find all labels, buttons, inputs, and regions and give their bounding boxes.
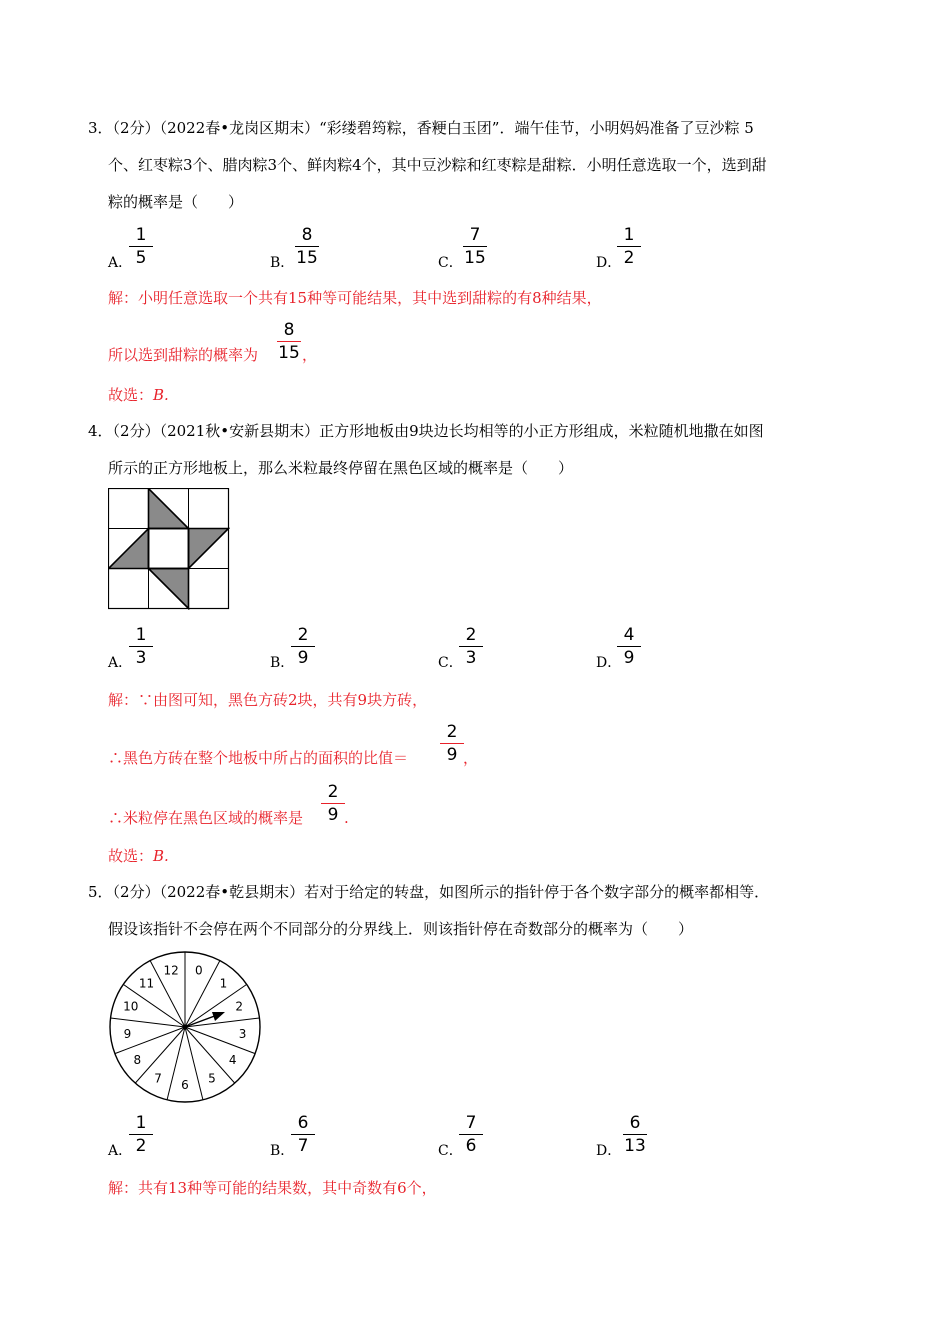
floor-tile-figure: [108, 488, 230, 610]
q5-solution-line1: 解：共有13种等可能的结果数，其中奇数有6个，: [108, 1179, 437, 1197]
denominator: 9: [446, 745, 458, 765]
answer-letter: B.: [153, 847, 169, 865]
denominator: 15: [464, 248, 486, 268]
numerator: 2: [297, 625, 309, 645]
fraction-bar: [129, 246, 153, 247]
fraction-bar: [623, 1134, 647, 1135]
q3-solution-line2-end: ，: [302, 346, 318, 364]
spinner-label-11: 11: [138, 976, 155, 991]
q3-solution-fraction: [274, 320, 304, 363]
q3-line3: 粽的概率是（ ）: [108, 193, 244, 211]
q4-solution-line2-end: ，: [463, 749, 479, 767]
q3-option-c-fraction[interactable]: [460, 225, 490, 268]
q3-option-a-fraction[interactable]: [126, 225, 156, 268]
fraction-bar: [617, 246, 641, 247]
spinner-label-2: 2: [235, 999, 244, 1014]
numerator: 1: [135, 625, 147, 645]
q4-option-d-label[interactable]: D．: [596, 655, 622, 671]
q5-line1: 5．（2分）（2022春•乾县期末）若对于给定的转盘，如图所示的指针停于各个数字部分的概率都相等．: [88, 883, 770, 901]
q4-option-b-label[interactable]: B．: [270, 655, 295, 671]
denominator: 5: [135, 248, 147, 268]
answer-letter: B.: [153, 386, 169, 404]
q3-line2: 个、红枣粽3个、腊肉粽3个、鲜肉粽4个，其中豆沙粽和红枣粽是甜粽．小明任意选取一个，选到甜: [108, 156, 767, 174]
answer-prefix: 故选：: [108, 386, 154, 404]
fraction-bar: [321, 803, 345, 804]
spinner-label-5: 5: [208, 1071, 216, 1086]
spinner-label-0: 0: [195, 963, 203, 978]
fraction-bar: [291, 646, 315, 647]
q3-option-a-label[interactable]: A．: [108, 255, 133, 271]
fraction-bar: [463, 246, 487, 247]
spinner-label-4: 4: [228, 1052, 237, 1067]
q4-option-b-fraction[interactable]: [288, 625, 318, 668]
q4-option-d-fraction[interactable]: [614, 625, 644, 668]
fraction-bar: [129, 646, 153, 647]
q3-option-c-label[interactable]: C．: [438, 255, 463, 271]
denominator: 7: [297, 1136, 309, 1156]
floor-border: [109, 489, 229, 609]
numerator: 4: [623, 625, 635, 645]
spinner-label-6: 6: [181, 1078, 189, 1092]
q5-option-c-fraction[interactable]: [456, 1113, 486, 1156]
q4-answer: [108, 846, 169, 866]
q3-option-d-label[interactable]: D．: [596, 255, 622, 271]
q5-option-b-label[interactable]: B．: [270, 1143, 295, 1159]
numerator: 8: [301, 225, 313, 245]
q5-line2: 假设该指针不会停在两个不同部分的分界线上．则该指针停在奇数部分的概率为（ ）: [108, 920, 694, 938]
numerator: 8: [283, 320, 295, 340]
q5-option-c-label[interactable]: C．: [438, 1143, 463, 1159]
numerator: 7: [469, 225, 481, 245]
q5-option-b-fraction[interactable]: [288, 1113, 318, 1156]
q5-option-d-label[interactable]: D．: [596, 1143, 622, 1159]
answer-prefix: 故选：: [108, 847, 154, 865]
numerator: 1: [135, 1113, 147, 1133]
spinner-label-3: 3: [238, 1026, 247, 1041]
numerator: 7: [465, 1113, 477, 1133]
denominator: 9: [327, 805, 339, 825]
q3-line1: 3．（2分）（2022春•龙岗区期末）“彩缕碧筠粽，香粳白玉团”．端午佳节，小明妈妈准备了豆沙粽 5: [88, 119, 754, 137]
denominator: 15: [278, 343, 300, 363]
fraction-bar: [459, 1134, 483, 1135]
q4-option-c-fraction[interactable]: [456, 625, 486, 668]
denominator: 9: [297, 648, 309, 668]
numerator: 1: [623, 225, 635, 245]
q4-line1: 4．（2分）（2021秋•安新县期末）正方形地板由9块边长均相等的小正方形组成，米粒随机地撒在如图: [88, 422, 764, 440]
spinner-label-1: 1: [219, 976, 228, 991]
denominator: 2: [135, 1136, 147, 1156]
spinner-label-12: 12: [163, 963, 179, 978]
numerator: 1: [135, 225, 147, 245]
q3-answer: [108, 385, 169, 405]
spinner-center: [182, 1024, 187, 1029]
numerator: 2: [465, 625, 477, 645]
q4-solution-line1: 解：∵由图可知，黑色方砖2块，共有9块方砖，: [108, 691, 428, 709]
denominator: 13: [624, 1136, 646, 1156]
q4-option-a-fraction[interactable]: [126, 625, 156, 668]
fraction-bar: [291, 1134, 315, 1135]
q4-solution-line3-end: .: [344, 809, 349, 827]
spinner-label-8: 8: [133, 1052, 142, 1067]
numerator: 2: [446, 722, 458, 742]
q3-option-b-label[interactable]: B．: [270, 255, 295, 271]
spinner-label-7: 7: [154, 1071, 162, 1086]
q5-option-a-fraction[interactable]: [126, 1113, 156, 1156]
q4-option-a-label[interactable]: A．: [108, 655, 133, 671]
denominator: 9: [623, 648, 635, 668]
fraction-bar: [295, 246, 319, 247]
q4-solution-line3-text: ∴米粒停在黑色区域的概率是: [108, 809, 304, 827]
denominator: 6: [465, 1136, 477, 1156]
fraction-bar: [277, 341, 301, 342]
q3-option-b-fraction[interactable]: [292, 225, 322, 268]
q4-solution-line2-text: ∴黑色方砖在整个地板中所占的面积的比值＝: [108, 749, 409, 767]
fraction-bar: [129, 1134, 153, 1135]
q3-solution-line2-text: 所以选到甜粽的概率为: [108, 346, 259, 364]
q4-option-c-label[interactable]: C．: [438, 655, 463, 671]
numerator: 2: [327, 782, 339, 802]
numerator: 6: [629, 1113, 641, 1133]
spinner-figure: [108, 950, 262, 1104]
fraction-bar: [617, 646, 641, 647]
denominator: 2: [623, 248, 635, 268]
denominator: 3: [465, 648, 477, 668]
fraction-bar: [440, 743, 464, 744]
spinner-label-9: 9: [123, 1026, 132, 1041]
q3-option-d-fraction[interactable]: [614, 225, 644, 268]
denominator: 3: [135, 648, 147, 668]
q5-option-d-fraction[interactable]: [620, 1113, 650, 1156]
denominator: 15: [296, 248, 318, 268]
numerator: 6: [297, 1113, 309, 1133]
fraction-bar: [459, 646, 483, 647]
q5-option-a-label[interactable]: A．: [108, 1143, 133, 1159]
q4-line2: 所示的正方形地板上，那么米粒最终停留在黑色区域的概率是（ ）: [108, 459, 574, 477]
spinner-label-10: 10: [123, 999, 139, 1014]
q3-solution-line1: 解：小明任意选取一个共有15种等可能结果，其中选到甜粽的有8种结果，: [108, 289, 602, 307]
